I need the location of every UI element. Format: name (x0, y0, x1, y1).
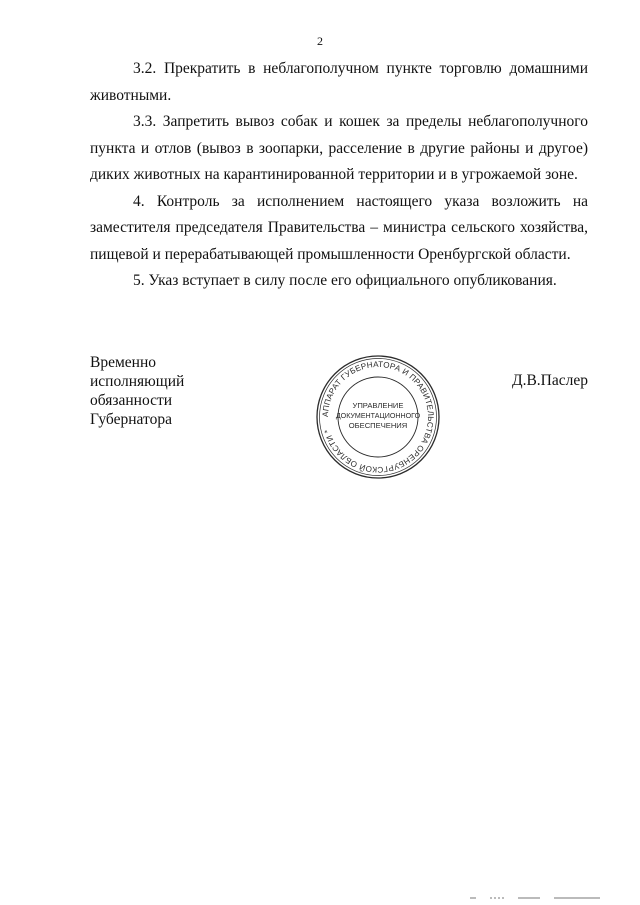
seal-center-line-2: ДОКУМЕНТАЦИОННОГО (335, 412, 421, 420)
footer-scan-marks (470, 896, 600, 900)
paragraph-3-3: 3.3. Запретить вывоз собак и кошек за пределы неблагополучного пункта и отлов (вывоз в зоопарки, расселение в другие районы и другое) диких животных на карантинированной территории и в угрожаемой зоне. (90, 113, 588, 183)
paragraph-4: 4. Контроль за исполнением настоящего указа возложить на заместителя председателя Правительства – министра сельского хозяйства, пищевой и перерабатывающей промышленности Оренбургской области. (90, 192, 588, 263)
seal-center-line-1: УПРАВЛЕНИЕ (352, 401, 404, 410)
seal-center-line-3: ОБЕСПЕЧЕНИЯ (348, 421, 408, 430)
seal-stamp-icon (314, 353, 442, 481)
paragraph-3-2: 3.2. Прекратить в неблагополучном пункте торговлю домашними животными. (90, 60, 588, 104)
page-number: 2 (317, 34, 323, 48)
paragraph-5: 5. Указ вступает в силу после его официального опубликования. (133, 272, 557, 289)
document-body (90, 56, 588, 295)
signatory-position-line-2: обязанности Губернатора (90, 392, 173, 428)
signatory-name: Д.В.Паслер (512, 372, 588, 389)
signatory-position (90, 353, 250, 429)
signatory-position-line-1: Временно исполняющий (90, 354, 185, 390)
seal-ring-text: АППАРАТ ГУБЕРНАТОРА И ПРАВИТЕЛЬСТВА ОРЕНБУРГСКОЙ ОБЛАСТИ * (320, 359, 436, 475)
official-seal (314, 353, 442, 481)
